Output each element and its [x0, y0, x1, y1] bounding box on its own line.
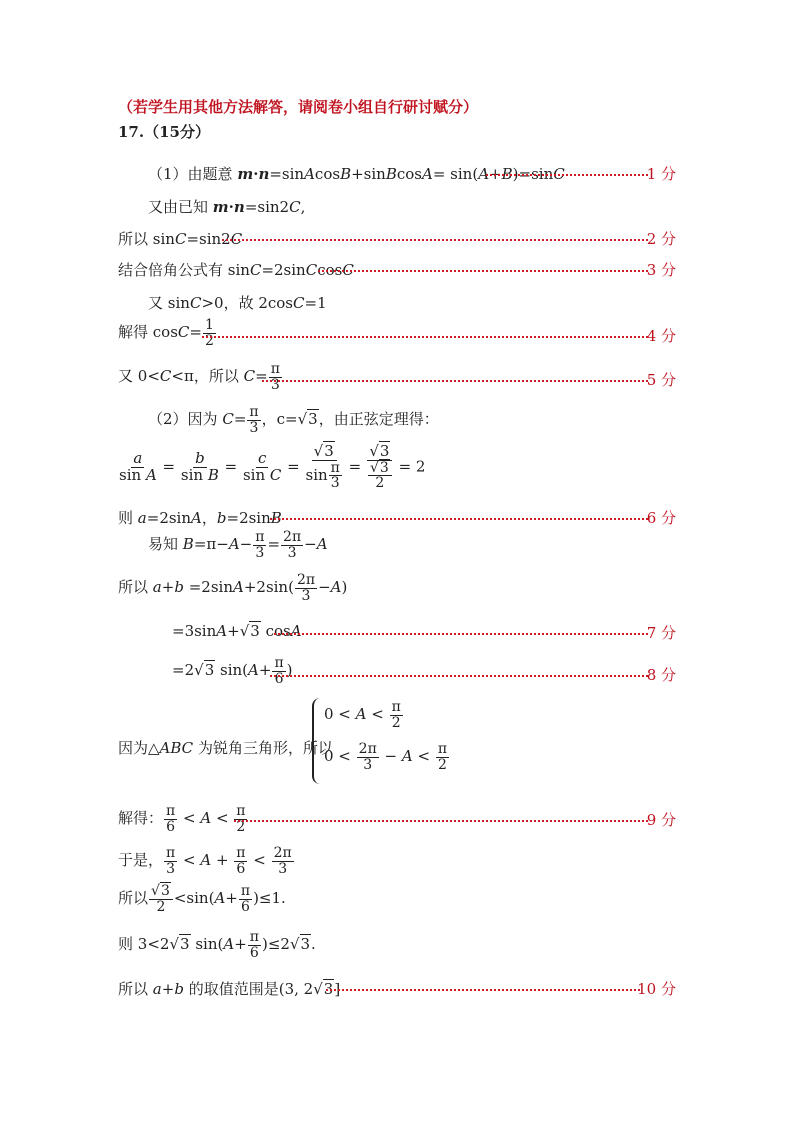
dots-6 [202, 334, 648, 338]
line-8: （2）因为 C= $\frac{\pi}{3}$ ，c=√3，由正弦定理得： [148, 404, 439, 436]
system-line-2: 0 < $\frac{2\pi}{3}$ − A < $\frac{\pi}{2}$ [324, 741, 448, 773]
score-10: 6 分 [646, 509, 676, 527]
line-19-prefix: 则 [118, 935, 134, 954]
line-18: 所以 $\frac{√3}{2}$ <sin(A+ $\frac{\pi}{6}$ )≤1. [118, 883, 286, 915]
line-4-prefix: 结合倍角公式有 [118, 261, 224, 279]
line-15-mid: 为锐角三角形，所以 [197, 739, 333, 757]
score-16: 9 分 [646, 811, 676, 829]
line-2-prefix: 又由已知 [148, 198, 209, 216]
line-19: 则 3<2√3 sin(A+ $\frac{\pi}{6}$ )≤2√3. [118, 929, 316, 961]
line-20-mid: 的取值范围是 [188, 980, 279, 998]
line-4: 结合倍角公式有 sinC=2sinCcosC [118, 261, 354, 279]
line-6-prefix: 解得 [118, 323, 149, 342]
dots-3 [222, 237, 648, 241]
line-17: 于是， $\frac{\pi}{3}$ < A + $\frac{\pi}{6}$ < $\frac{2\pi}{3}$ [118, 845, 292, 877]
line-12: 所以 a+b =2sinA+2sin( $\frac{2\pi}{3}$ −A) [118, 572, 348, 604]
line-8-prefix: （2）因为 [148, 410, 218, 429]
line-2: 又由已知 m·n=sin2C, [148, 198, 306, 216]
score-14: 8 分 [646, 666, 676, 684]
line-11: 易知 B=π−A− $\frac{\pi}{3}$ = $\frac{2\pi}{3}$ −A [148, 529, 328, 561]
score-4: 3 分 [646, 261, 676, 279]
question-number: 17.（15分） [118, 123, 210, 141]
line-10: 则 a=2sinA，b=2sinB [118, 509, 282, 527]
line-16-prefix: 解得： [118, 809, 164, 828]
line-11-prefix: 易知 [148, 535, 179, 554]
line-5-prefix: 又 [148, 294, 164, 312]
line-7-mid: ，所以 [193, 367, 239, 386]
score-6: 4 分 [646, 327, 676, 345]
score-13: 7 分 [646, 624, 676, 642]
dots-4 [318, 268, 648, 272]
line-8-mid: ，c= [261, 410, 298, 429]
line-14: =2√3 sin(A+ $\frac{\pi}{6}$ ) [172, 655, 293, 687]
line-15: 因为△ABC 为锐角三角形，所以 [118, 739, 333, 757]
line-1-prefix: （1）由题意 [148, 165, 233, 183]
grading-note: （若学生用其他方法解答，请阅卷小组自行研讨赋分） [118, 98, 479, 116]
score-20: 10 分 [637, 980, 676, 998]
dots-10 [270, 516, 648, 520]
line-17-prefix: 于是， [118, 851, 164, 870]
line-7: 又 0<C<π，所以 C= $\frac{\pi}{3}$ [118, 361, 280, 393]
dots-16 [234, 818, 648, 822]
score-3: 2 分 [646, 230, 676, 248]
line-5-text: ，故 2cos [223, 294, 294, 312]
line-16: 解得： $\frac{\pi}{6}$ < A < $\frac{\pi}{2}$ [118, 803, 246, 835]
score-1: 1 分 [646, 165, 676, 183]
line-18-prefix: 所以 [118, 889, 149, 908]
line-1: （1）由题意 m·n=sinAcosB+sinBcosA= sin(A+B)=sinC [148, 165, 565, 183]
line-5: 又 sinC>0，故 2cosC=1 [148, 294, 327, 312]
line-8-suffix: ，由正弦定理得： [318, 410, 439, 429]
system-line-1: 0 < A < $\frac{\pi}{2}$ [324, 699, 401, 731]
dots-13 [274, 631, 648, 635]
line-15-prefix: 因为△ [118, 739, 160, 757]
line-10-prefix: 则 [118, 509, 134, 527]
line-7-prefix: 又 [118, 367, 134, 386]
line-6: 解得 cosC= $\frac{1}{2}$ [118, 317, 214, 349]
law-of-sines: $\frac{a}{\text{sin A}}$ = $\frac{b}{\text{sin B}}$ = $\frac{c}{\text{sin C}}$ = √3 sin $\frac{\pi}{3}$ = $\frac{√3}{\frac{√3}{2}}$ = 2 [119, 442, 426, 492]
line-13: =3sinA+√3 cosA [172, 622, 302, 640]
line-20-prefix: 所以 [118, 980, 149, 998]
dots-14 [270, 673, 648, 677]
dots-20 [326, 987, 640, 991]
line-3-prefix: 所以 [118, 230, 149, 248]
line-20: 所以 a+b 的取值范围是(3, 2√3] [118, 980, 341, 998]
line-12-prefix: 所以 [118, 578, 149, 597]
system-brace [312, 698, 324, 784]
line-3: 所以 sinC=sin2C [118, 230, 243, 248]
score-7: 5 分 [646, 371, 676, 389]
dots-1 [486, 172, 648, 176]
dots-7 [262, 378, 648, 382]
